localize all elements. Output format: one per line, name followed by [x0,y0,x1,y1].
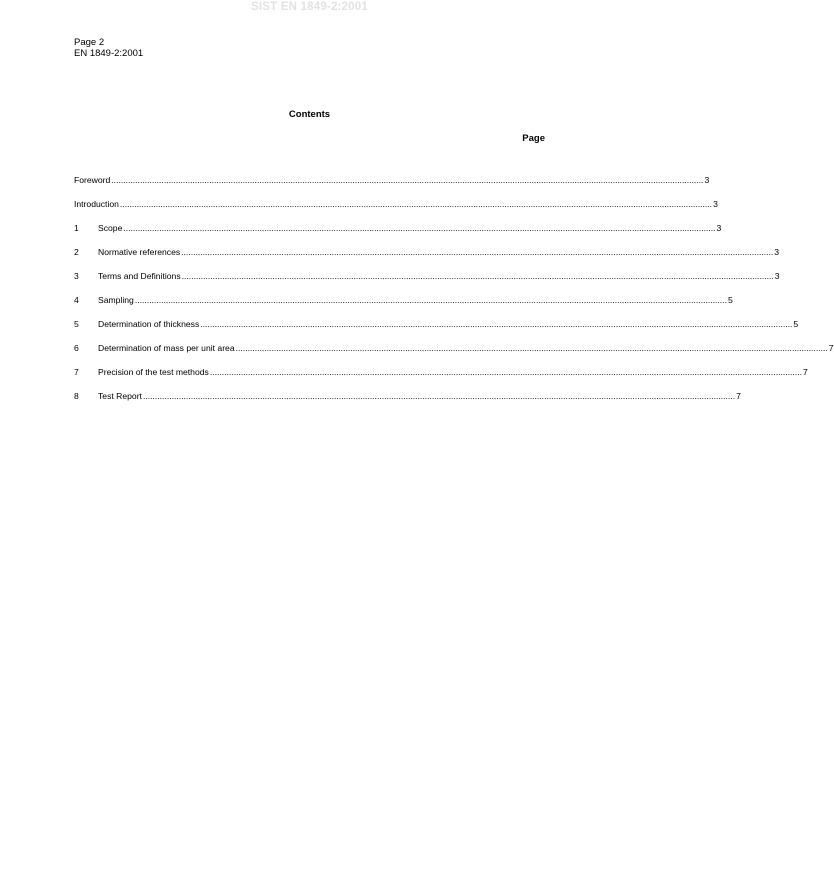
document-id: EN 1849-2:2001 [74,47,144,59]
toc-entry-determination-of-mass[interactable] [74,330,834,354]
toc-entry-title: Determination of thickness [98,319,200,329]
page-header [74,38,143,59]
toc-entry-foreword[interactable] [74,162,710,186]
dot-leader: ........................................................................................................................................................................................................................................................ [200,319,793,329]
toc-entry-normative-references[interactable] [74,234,780,258]
toc-entry-title: Terms and Definitions [98,271,181,281]
toc-entry-page: 3 [716,223,722,233]
toc-entry-number: 7 [74,367,79,377]
toc-entry-scope[interactable] [74,210,722,234]
toc-entry-number: 3 [74,271,79,281]
toc-entry-introduction[interactable] [74,186,718,210]
toc-entry-title: Normative references [98,247,181,257]
dot-leader: ........................................................................................................................................................................................................................................................ [209,367,802,377]
dot-leader: ........................................................................................................................................................................................................................................................ [235,343,828,353]
toc-entry-test-report[interactable] [74,378,741,402]
toc-entry-title: Foreword [74,175,111,185]
toc-entry-title: Sampling [98,295,134,305]
dot-leader: ........................................................................................................................................................................................................................................................ [119,199,713,209]
dot-leader: ........................................................................................................................................................................................................................................................ [142,391,736,401]
toc-entry-page: 3 [713,199,718,209]
table-of-contents [74,162,834,402]
toc-entry-sampling[interactable] [74,282,733,306]
toc-entry-title: Test Report [98,391,142,401]
toc-entry-number: 2 [74,247,79,257]
toc-entry-title: Precision of the test methods [98,367,209,377]
toc-entry-number: 1 [74,223,79,233]
page-number: Page 2 [74,37,105,48]
dot-leader: ........................................................................................................................................................................................................................................................ [134,295,727,305]
toc-entry-page: 7 [802,367,808,377]
dot-leader: ........................................................................................................................................................................................................................................................ [111,175,704,185]
dot-leader: ........................................................................................................................................................................................................................................................ [123,223,716,233]
toc-entry-title: Determination of mass per unit area [98,343,235,353]
toc-entry-title: Introduction [74,199,119,209]
toc-entry-determination-of-thickness[interactable] [74,306,799,330]
toc-entry-terms-and-definitions[interactable] [74,258,780,282]
toc-entry-number: 4 [74,295,79,305]
toc-entry-page: 3 [774,271,780,281]
toc-entry-page: 7 [736,391,741,401]
toc-entry-number: 5 [74,319,79,329]
dot-leader: ........................................................................................................................................................................................................................................................ [181,271,774,281]
toc-entry-precision[interactable] [74,354,808,378]
toc-entry-number: 6 [74,343,79,353]
page-column-label: Page [522,133,545,144]
contents-title: Contents [288,109,331,120]
watermark: SIST EN 1849-2:2001 [251,1,368,13]
dot-leader: ........................................................................................................................................................................................................................................................ [181,247,774,257]
toc-entry-page: 5 [727,295,733,305]
toc-entry-page: 5 [793,319,799,329]
toc-entry-page: 3 [774,247,780,257]
toc-entry-page: 7 [828,343,834,353]
toc-entry-page: 3 [704,175,710,185]
toc-entry-title: Scope [98,223,123,233]
toc-entry-number: 8 [74,391,79,401]
